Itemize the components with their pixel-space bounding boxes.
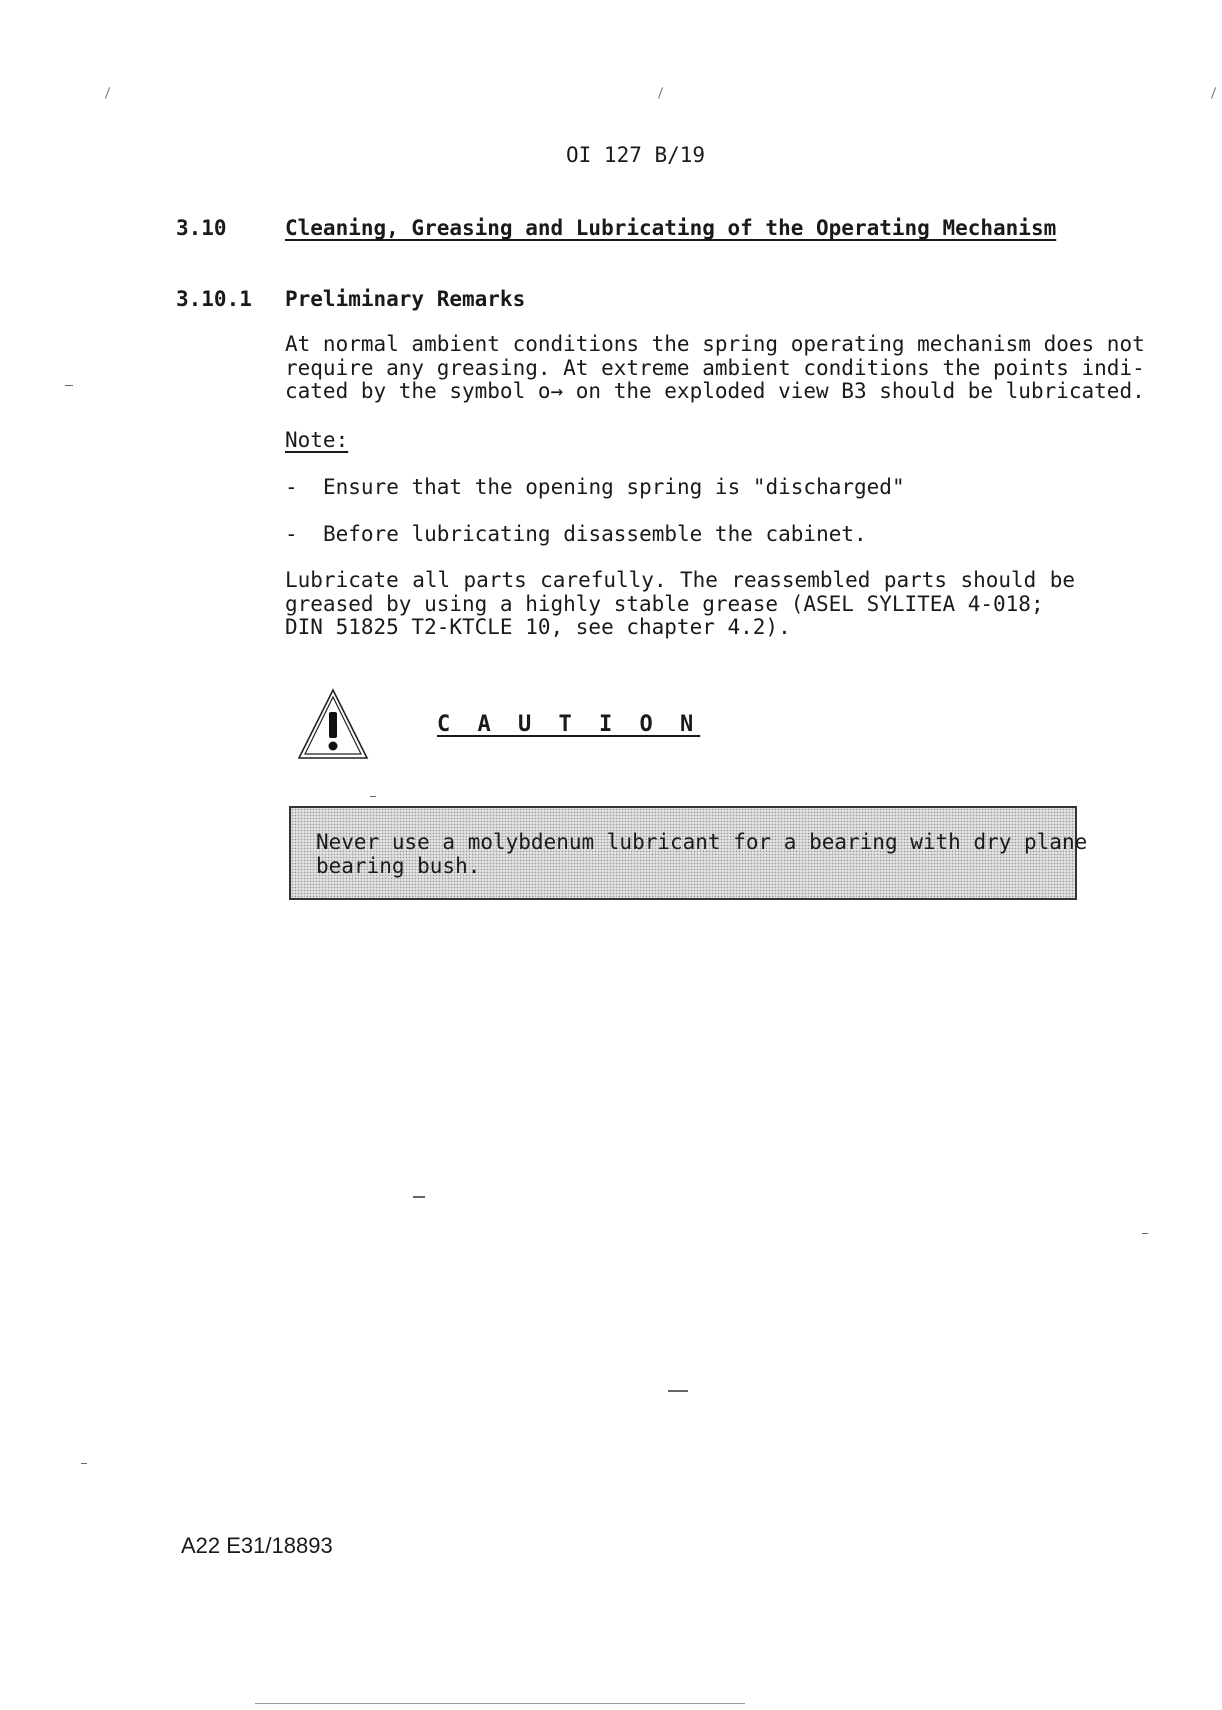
paragraph-line: Lubricate all parts carefully. The reassembled parts should be bbox=[285, 568, 1075, 592]
bullet-text: Ensure that the opening spring is "discharged" bbox=[323, 475, 905, 499]
subsection-title: Preliminary Remarks bbox=[285, 287, 526, 311]
note-bullet-item bbox=[285, 475, 905, 499]
warning-box bbox=[289, 806, 1088, 900]
scan-mark bbox=[65, 385, 73, 386]
scan-mark bbox=[668, 1390, 688, 1392]
scan-mark bbox=[370, 796, 376, 797]
bullet-text: Before lubricating disassemble the cabinet. bbox=[323, 522, 867, 546]
bullet-dash: - bbox=[285, 522, 298, 546]
scan-mark bbox=[255, 1703, 745, 1704]
bullet-dash: - bbox=[285, 475, 298, 499]
document-reference: OI 127 B/19 bbox=[566, 143, 706, 167]
lubrication-paragraph bbox=[285, 569, 1075, 640]
scan-mark bbox=[1211, 87, 1216, 99]
paragraph-line: require any greasing. At extreme ambient conditions the points indi- bbox=[285, 355, 1145, 380]
scan-mark bbox=[658, 87, 663, 99]
section-number: 3.10 bbox=[176, 216, 227, 240]
preliminary-remarks-paragraph bbox=[285, 332, 1145, 404]
subsection-number: 3.10.1 bbox=[176, 287, 252, 311]
note-bullet-item bbox=[285, 522, 867, 546]
paragraph-line: At normal ambient conditions the spring operating mechanism does not bbox=[285, 332, 1145, 356]
paragraph-line: DIN 51825 T2-KTCLE 10, see chapter 4.2). bbox=[285, 615, 791, 639]
scan-mark bbox=[105, 87, 110, 99]
warning-text-line: Never use a molybdenum lubricant for a bearing with dry plane bbox=[316, 830, 1088, 854]
scan-mark bbox=[413, 1196, 425, 1198]
scan-mark bbox=[81, 1463, 87, 1464]
warning-triangle-icon bbox=[297, 688, 369, 760]
warning-text-line: bearing bush. bbox=[316, 854, 481, 878]
scan-mark bbox=[1142, 1233, 1148, 1234]
footer-document-id: A22 E31/18893 bbox=[181, 1533, 333, 1558]
caution-heading: C A U T I O N bbox=[437, 712, 701, 737]
section-title: Cleaning, Greasing and Lubricating of the Operating Mechanism bbox=[285, 216, 1057, 240]
paragraph-line: greased by using a highly stable grease (ASEL SYLITEA 4-018; bbox=[285, 591, 1044, 616]
note-label: Note: bbox=[285, 428, 349, 452]
paragraph-line: cated by the symbol o→ on the exploded view B3 should be lubricated. bbox=[285, 379, 1145, 403]
